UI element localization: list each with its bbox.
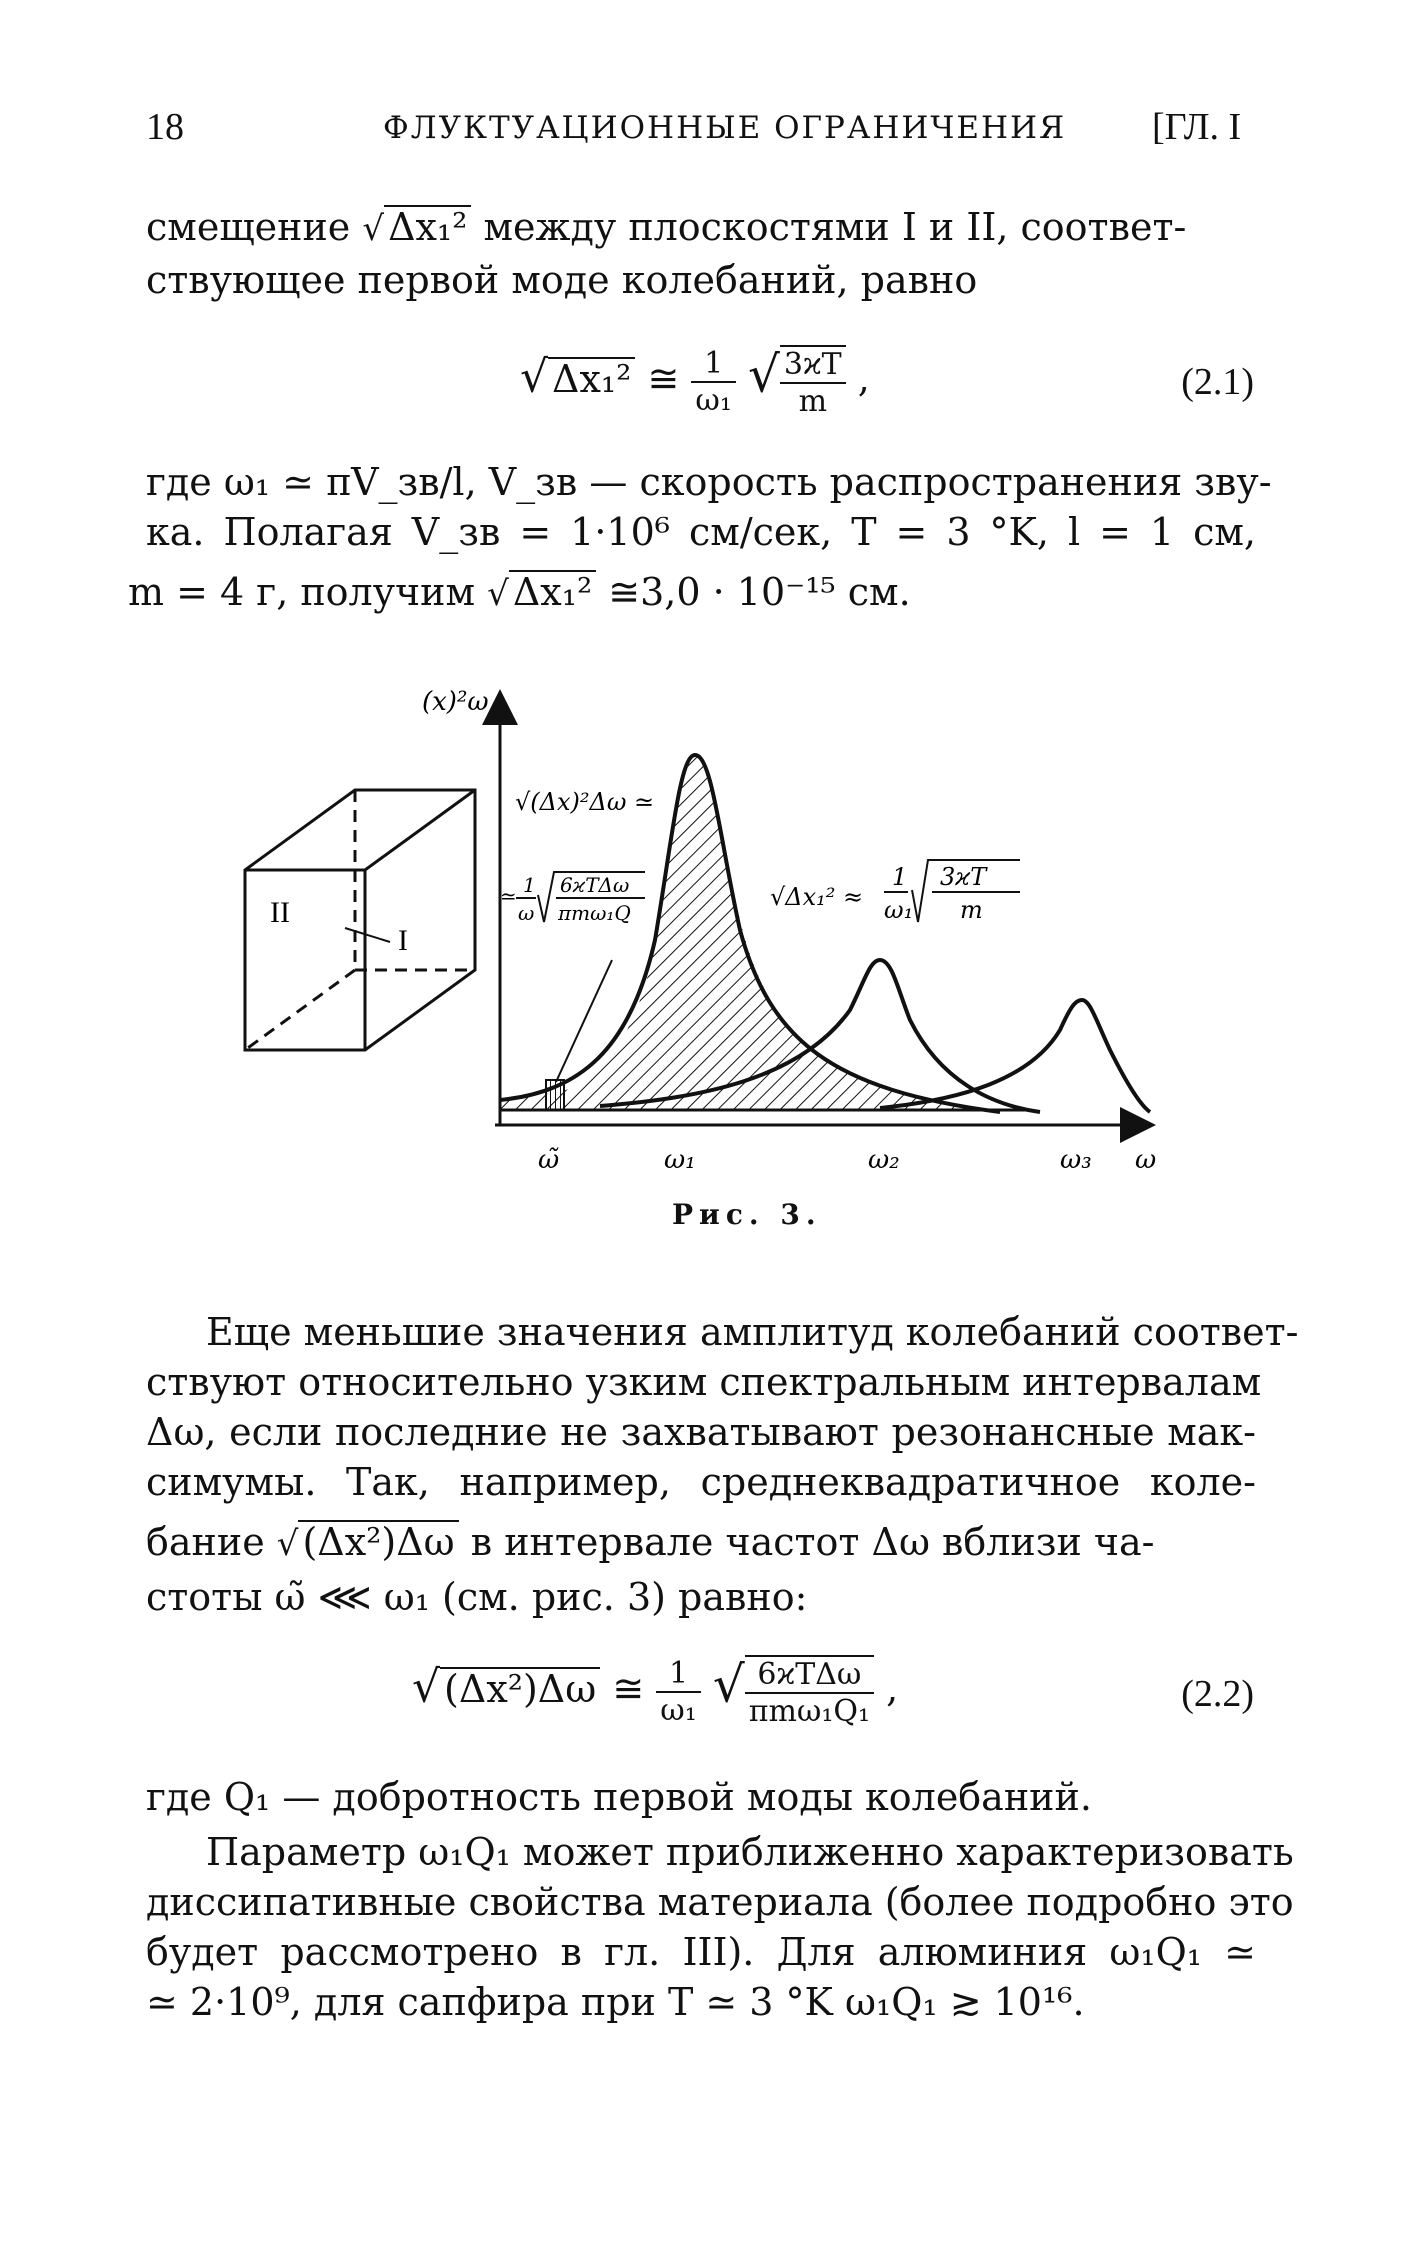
eq2-radicand — [745, 1655, 874, 1729]
rad-numerator: 6ϰTΔω — [560, 873, 630, 897]
text-fragment: m = 4 г, получим — [128, 570, 476, 614]
frac-numerator: 1 — [892, 863, 908, 891]
rad-numerator: 3ϰT — [940, 863, 987, 891]
frac-numerator: 1 — [691, 346, 736, 383]
sqrt-expression: Δx₁² — [509, 570, 596, 614]
equation-2-1: √ Δx₁² ≅ $\frac{1}{\text{ω₁}}$ √ $\frac{3ϰT}{m}$ , — [520, 345, 870, 419]
annotation-leader — [556, 960, 612, 1082]
eq2-lhs: (Δx²)Δω — [440, 1667, 600, 1711]
figure-caption: Рис. 3. — [672, 1198, 822, 1231]
x-tick-omega-2: ω₂ — [868, 1145, 900, 1175]
approx-sign: ≃ — [500, 884, 517, 908]
rad-denominator: πmω₁Q — [558, 901, 631, 925]
cube-face-II: II — [270, 896, 290, 929]
rad-denominator: m — [960, 896, 983, 924]
x-tick-omega-tilde: ω̃ — [538, 1145, 560, 1175]
frac-denominator: ω₁ — [695, 383, 732, 418]
frac-denominator: m — [798, 384, 828, 419]
eq1-comma: , — [857, 356, 870, 401]
frac-numerator: 6ϰTΔω — [745, 1657, 874, 1694]
eq1-fraction — [691, 346, 736, 418]
para3-line4: симумы. Так, например, среднеквадратичное коле- — [146, 1460, 1256, 1504]
text-fragment: бание — [146, 1520, 265, 1564]
annotation-mode-formula — [770, 860, 1020, 924]
para1-line2: ствующее первой моде колебаний, равно — [146, 258, 978, 302]
x-tick-omega-3: ω₃ — [1060, 1145, 1092, 1175]
chapter-marker: [ГЛ. I — [1152, 106, 1242, 148]
para3-line3: Δω, если последние не захватывают резонансные мак- — [146, 1410, 1256, 1454]
frac-denominator: ω₁ — [660, 1693, 697, 1728]
frac-numerator: 3ϰT — [780, 347, 846, 384]
equation-number-2-2: (2.2) — [1181, 1673, 1254, 1715]
frac-numerator: 1 — [656, 1656, 701, 1693]
text-fragment: смещение — [146, 205, 351, 249]
y-axis-label: (x)²ω — [422, 687, 489, 717]
para3-line1: Еще меньшие значения амплитуд колебаний соответ- — [206, 1310, 1299, 1354]
text-fragment: в интервале частот Δω вблизи ча- — [470, 1520, 1155, 1564]
eq1-radicand — [780, 345, 846, 419]
para2-line2: ка. Полагая V_зв = 1·10⁶ см/сек, T = 3 °K, l = 1 см, — [146, 510, 1256, 554]
para4-line5: ≃ 2·10⁹, для сапфира при T ≃ 3 °K ω₁Q₁ ≳ 10¹⁶. — [146, 1980, 1085, 2024]
para4-line4: будет рассмотрено в гл. III). Для алюминия ω₁Q₁ ≃ — [146, 1930, 1256, 1974]
para4-line1: где Q₁ — добротность первой моды колебаний. — [146, 1775, 1092, 1819]
annotation-amplitude-band: √(Δx)²Δω ≃ — [515, 788, 655, 816]
para3-line6: стоты ω̃ ⋘ ω₁ (см. рис. 3) равно: — [146, 1575, 808, 1619]
running-title: ФЛУКТУАЦИОННЫЕ ОГРАНИЧЕНИЯ — [383, 110, 1067, 146]
frac-denominator: ω₁ — [884, 896, 914, 924]
para4-line2: Параметр ω₁Q₁ может приближенно характеризовать — [206, 1830, 1294, 1874]
eq1-lhs: Δx₁² — [548, 357, 635, 401]
frac-numerator: 1 — [523, 873, 536, 897]
annotation-band-formula — [500, 872, 645, 925]
cube-face-I: I — [398, 924, 408, 957]
eq1-approx: ≅ — [647, 356, 680, 401]
formula-lhs: √Δx₁² ≈ — [770, 883, 864, 911]
x-axis-label: ω — [1135, 1145, 1157, 1175]
sqrt-expression: (Δx²)Δω — [298, 1520, 458, 1564]
para2-line1: где ω₁ ≃ πV_зв/l, V_зв — скорость распространения зву- — [146, 460, 1272, 504]
figure-3 — [0, 660, 1414, 1220]
frac-denominator: πmω₁Q₁ — [748, 1694, 871, 1729]
sqrt-expression: Δx₁² — [384, 205, 471, 249]
eq2-comma: , — [886, 1666, 899, 1711]
equation-2-2: √ (Δx²)Δω ≅ $\frac{1}{\text{ω₁}}$ √ $\frac{\text{6ϰTΔω}}{\text{πmω₁Q₁}}$ , — [412, 1655, 899, 1729]
x-tick-omega-1: ω₁ — [664, 1145, 696, 1175]
para1-line1: смещение √ Δx₁² между плоскостями I и II, соответ- — [146, 205, 1187, 249]
para4-line3: диссипативные свойства материала (более подробно это — [146, 1880, 1294, 1924]
frac-denominator: ω — [518, 901, 535, 925]
resonance-curve-3 — [880, 1000, 1150, 1112]
eq2-approx: ≅ — [612, 1666, 645, 1711]
equation-number-2-1: (2.1) — [1181, 361, 1254, 403]
page-number: 18 — [146, 106, 184, 148]
para3-line2: ствуют относительно узким спектральным интервалам — [146, 1360, 1262, 1404]
text-fragment: между плоскостями I и II, соответ- — [483, 205, 1187, 249]
para3-line5: бание √ (Δx²)Δω в интервале частот Δω вблизи ча- — [146, 1520, 1155, 1564]
para2-line3: m = 4 г, получим √ Δx₁² ≅3,0 · 10⁻¹⁵ см. — [128, 570, 911, 614]
text-fragment: ≅3,0 · 10⁻¹⁵ см. — [608, 570, 911, 614]
eq2-fraction — [656, 1656, 701, 1728]
